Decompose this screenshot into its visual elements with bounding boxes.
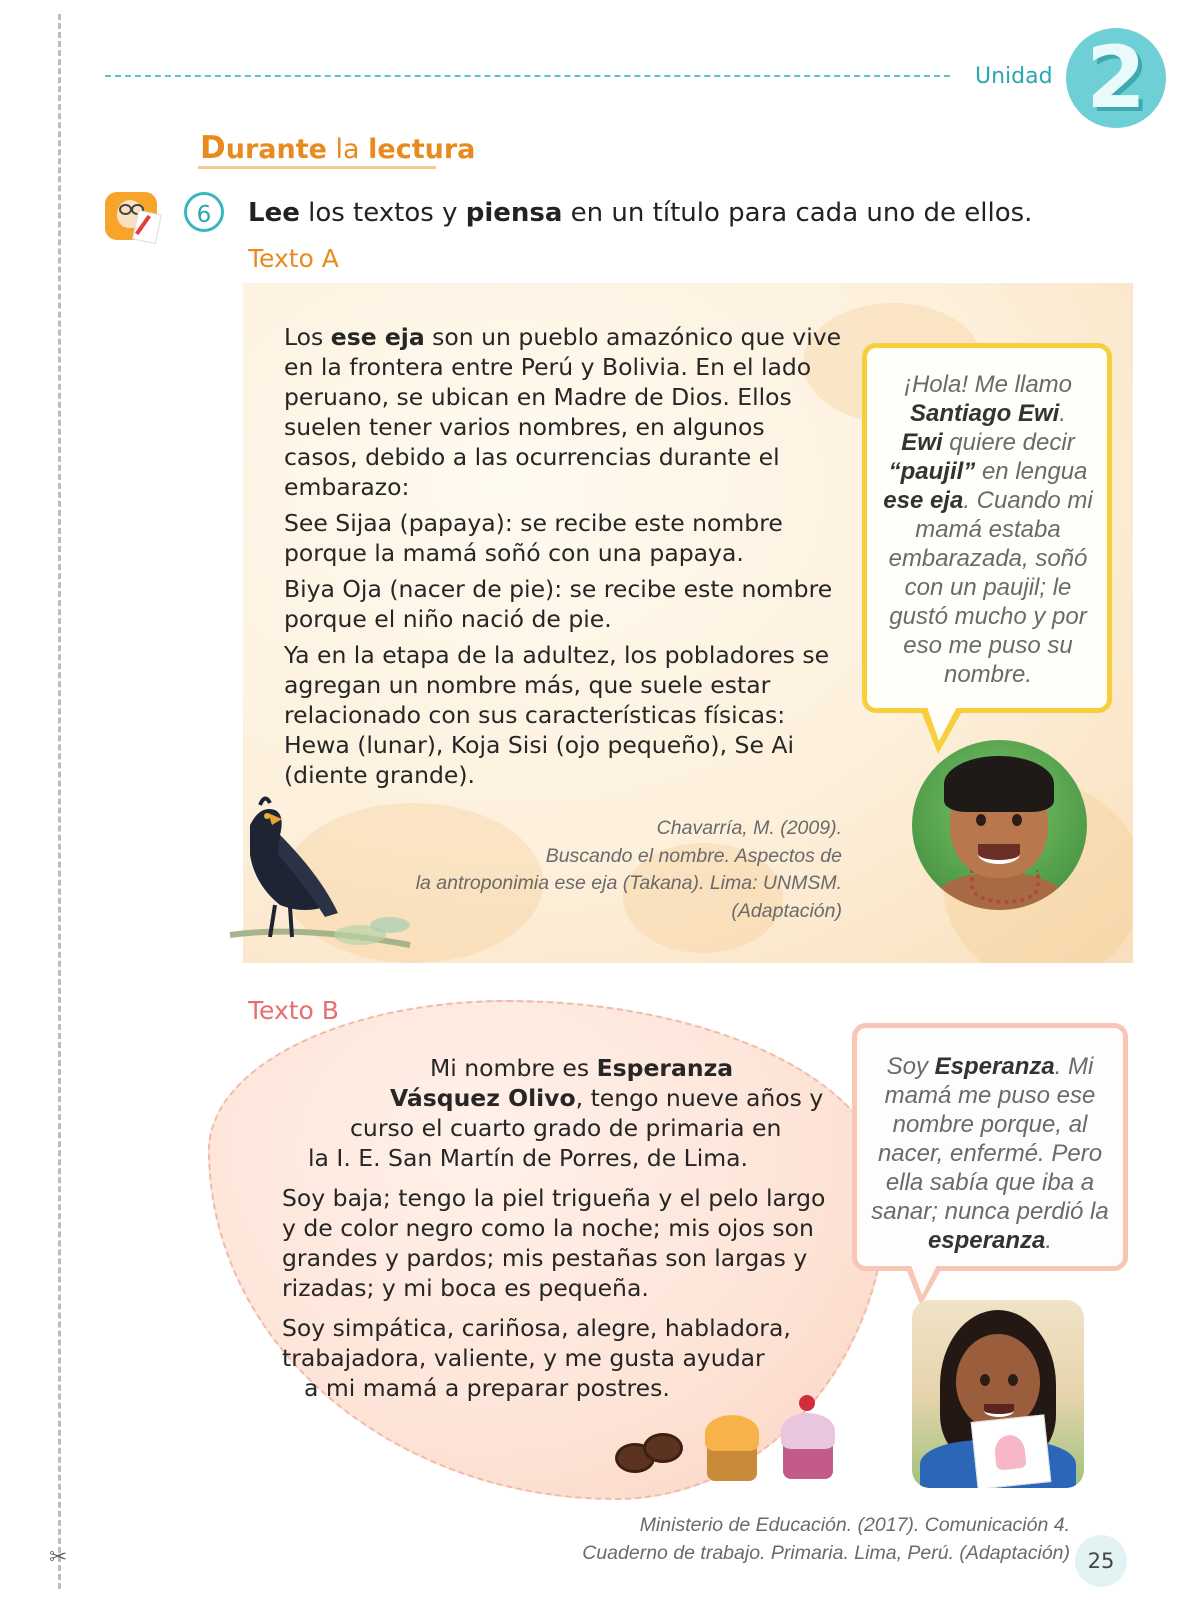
header-divider <box>105 75 950 77</box>
texto-a-label: Texto A <box>248 244 339 273</box>
speech-bubble-esperanza-text: Soy Esperanza. Mi mamá me puso ese nombre porque, al nacer, enfermé. Pero ella sabía que iba a sanar; nunca perdió la esperanza. <box>871 1053 1116 1254</box>
section-title-word3: lectura <box>368 134 476 165</box>
activity-instruction <box>248 198 1032 228</box>
texto-a-paragraph-1: Los ese eja son un pueblo amazónico que vive en la frontera entre Perú y Bolivia. En el lado peruano, se ubican en Madre de Dios. Ellos suelen tener varios nombres, en algunos casos, debido a las ocurrencias durante el embarazo: <box>284 323 849 501</box>
section-title-word1: urante <box>225 134 327 165</box>
texto-b-label: Texto B <box>248 996 339 1025</box>
texto-b-citation: Ministerio de Educación. (2017). Comunicación 4. Cuaderno de trabajo. Primaria. Lima, Perú. (Adaptación) <box>582 1514 1070 1564</box>
cut-line <box>58 14 61 1589</box>
instruction-text-2: en un título para cada uno de ellos. <box>562 198 1033 228</box>
texto-b-paragraph-2: Soy baja; tengo la piel trigueña y el pelo largo y de color negro como la noche; mis ojos son grandes y pardos; mis pestañas son largas y rizadas; y mi boca es pequeña. <box>282 1184 826 1302</box>
texto-a-paragraph-2: See Sijaa (papaya): se recibe este nombre porque la mamá soñó con una papaya. <box>284 509 783 567</box>
texto-b-line-1: Mi nombre es Esperanza <box>430 1054 734 1082</box>
girl-portrait <box>912 1300 1084 1488</box>
desserts-illustration <box>615 1395 845 1485</box>
texto-b-line-3: curso el cuarto grado de primaria en <box>350 1114 782 1142</box>
unit-number-badge: 2 <box>1066 28 1166 128</box>
texto-b-paragraph-3-line-1: Soy simpática, cariñosa, alegre, habladora, <box>282 1314 791 1342</box>
page-number: 25 <box>1075 1535 1127 1587</box>
section-title-initial: D <box>200 130 226 166</box>
section-title <box>200 130 475 166</box>
unit-label: Unidad <box>975 64 1053 89</box>
speech-bubble-santiago-text: ¡Hola! Me llamo Santiago Ewi. Ewi quiere decir “paujil” en lengua ese eja. Cuando mi mamá estaba embarazada, soñó con un paujil; le gustó mucho y por eso me puso su nombre. <box>883 371 1093 688</box>
texto-b-paragraph-3-line-2: trabajadora, valiente, y me gusta ayudar <box>282 1344 765 1372</box>
instruction-text-1: los textos y <box>299 198 466 228</box>
texto-a-paragraph-3: Biya Oja (nacer de pie): se recibe este nombre porque el niño nació de pie. <box>284 575 833 633</box>
texto-b-line-4: la I. E. San Martín de Porres, de Lima. <box>308 1144 749 1172</box>
texto-a-paragraph-4: Ya en la etapa de la adultez, los pobladores se agregan un nombre más, que suele estar relacionado con sus características físicas: Hewa (lunar), Koja Sisi (ojo pequeño), Se Ai (diente grande). <box>284 641 830 789</box>
activity-number: 6 <box>184 192 224 232</box>
teacher-icon <box>105 192 157 240</box>
scissors-icon: ✂ <box>49 1545 68 1570</box>
section-underline <box>198 166 436 169</box>
texto-a-body <box>284 322 849 796</box>
texto-a-citation: Chavarría, M. (2009). Buscando el nombre. Aspectos de la antroponimia ese eja (Takana). Lima: UNMSM. (Adaptación) <box>415 817 842 922</box>
section-title-word2: la <box>326 134 369 165</box>
texto-b-line-2: Vásquez Olivo, tengo nueve años y <box>390 1084 824 1112</box>
texto-b-body <box>282 1053 842 1403</box>
texto-b-paragraph-3-line-3: a mi mamá a preparar postres. <box>304 1374 670 1402</box>
boy-portrait <box>912 740 1087 910</box>
instruction-verb-1: Lee <box>248 198 300 228</box>
instruction-verb-2: piensa <box>465 198 563 228</box>
